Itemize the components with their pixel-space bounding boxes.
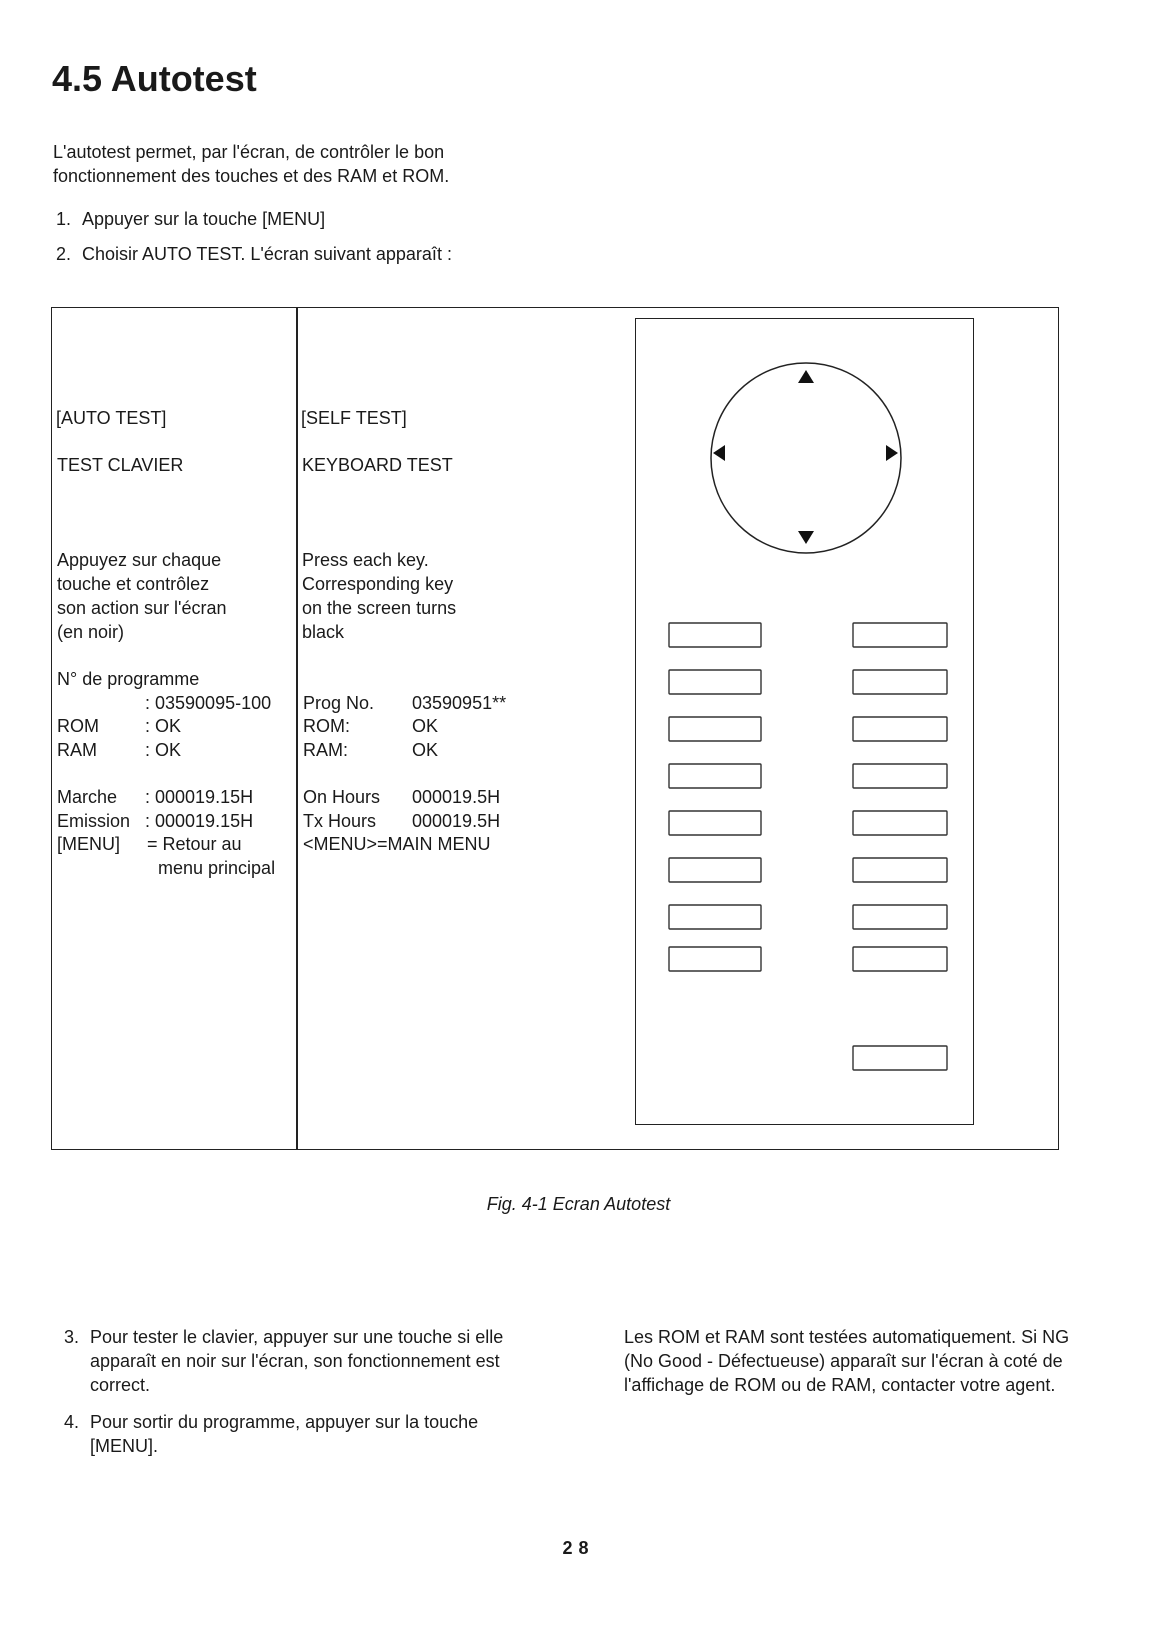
- fr-prog-value: : 03590095-100: [145, 693, 272, 713]
- en-rom-value: OK: [412, 716, 439, 736]
- figure-caption: Fig. 4-1 Ecran Autotest: [486, 1194, 671, 1214]
- step-4-number: 4.: [64, 1412, 80, 1432]
- en-instruction-line: Press each key.: [302, 550, 429, 570]
- fr-on-hours-value: : 000019.15H: [145, 787, 254, 807]
- keypad-key: [669, 717, 761, 741]
- keypad-key: [669, 811, 761, 835]
- fr-heading: [AUTO TEST]: [56, 408, 167, 428]
- direction-pad-circle: [711, 363, 901, 553]
- fr-tx-hours-value: : 000019.15H: [145, 811, 254, 831]
- fr-tx-hours-label: Emission: [57, 811, 131, 831]
- keypad-key: [669, 670, 761, 694]
- step-3: [64, 1325, 534, 1397]
- fr-on-hours-label: Marche: [57, 787, 118, 807]
- keypad-key: [853, 947, 947, 971]
- keypad-key: [853, 1046, 947, 1070]
- keypad-key: [853, 858, 947, 882]
- en-tx-hours-value: 000019.5H: [412, 811, 501, 831]
- rom-ram-note: Les ROM et RAM sont testées automatiquement. Si NG (No Good - Défectueuse) apparaît sur l'écran à coté de l'affichage de ROM ou de RAM, contacter votre agent.: [624, 1327, 1070, 1395]
- en-menu-line: <MENU>=MAIN MENU: [303, 834, 491, 854]
- keypad-key: [669, 905, 761, 929]
- fr-instruction-line: touche et contrôlez: [57, 574, 210, 594]
- fr-prog-label: N° de programme: [57, 669, 200, 689]
- keypad-key: [853, 764, 947, 788]
- keypad-key: [853, 905, 947, 929]
- step-3-text: Pour tester le clavier, appuyer sur une touche si elle apparaît en noir sur l'écran, son fonctionnement est correct.: [90, 1327, 504, 1395]
- keypad-key: [669, 764, 761, 788]
- step-3-number: 3.: [64, 1327, 80, 1347]
- keypad-key: [669, 623, 761, 647]
- en-on-hours-value: 000019.5H: [412, 787, 501, 807]
- en-heading: [SELF TEST]: [301, 408, 407, 428]
- keypad-key: [669, 947, 761, 971]
- en-test-name: KEYBOARD TEST: [302, 455, 453, 475]
- fr-menu-value: = Retour au: [147, 834, 242, 854]
- en-ram-value: OK: [412, 740, 439, 760]
- arrow-left-icon: [713, 445, 725, 461]
- en-instruction-line: Corresponding key: [302, 574, 454, 594]
- step-1-text: Appuyer sur la touche [MENU]: [82, 209, 326, 229]
- page-number: 28: [562, 1538, 595, 1558]
- fr-menu-value-line2: menu principal: [158, 858, 276, 878]
- fr-rom-label: ROM: [57, 716, 99, 736]
- keypad-key: [853, 670, 947, 694]
- en-rom-label: ROM:: [303, 716, 350, 736]
- en-ram-label: RAM:: [303, 740, 348, 760]
- fr-instruction-line: Appuyez sur chaque: [57, 550, 222, 570]
- fr-menu-label: [MENU]: [57, 834, 120, 854]
- step-2-text: Choisir AUTO TEST. L'écran suivant apparaît :: [82, 244, 452, 264]
- en-tx-hours-label: Tx Hours: [303, 811, 377, 831]
- keypad-key: [853, 811, 947, 835]
- en-instruction-line: black: [302, 622, 345, 642]
- step-2-number: 2.: [56, 244, 72, 264]
- arrow-down-icon: [798, 531, 814, 544]
- fr-rom-value: : OK: [145, 716, 182, 736]
- fr-ram-value: : OK: [145, 740, 182, 760]
- keypad-key: [669, 858, 761, 882]
- en-on-hours-label: On Hours: [303, 787, 381, 807]
- fr-test-name: TEST CLAVIER: [57, 455, 184, 475]
- step-1-number: 1.: [56, 209, 72, 229]
- arrow-right-icon: [886, 445, 898, 461]
- keypad-key: [853, 717, 947, 741]
- en-prog-value: 03590951**: [412, 693, 507, 713]
- fr-instruction-line: (en noir): [57, 622, 125, 642]
- intro-paragraph: L'autotest permet, par l'écran, de contrôler le bon fonctionnement des touches et des RAM et ROM.: [53, 142, 450, 186]
- arrow-up-icon: [798, 370, 814, 383]
- step-4: [64, 1410, 544, 1458]
- step-4-text: Pour sortir du programme, appuyer sur la touche [MENU].: [90, 1412, 479, 1456]
- en-instruction-line: on the screen turns: [302, 598, 457, 618]
- en-prog-label: Prog No.: [303, 693, 375, 713]
- section-title: 4.5 Autotest: [52, 58, 257, 99]
- fr-instruction-line: son action sur l'écran: [57, 598, 227, 618]
- fr-ram-label: RAM: [57, 740, 97, 760]
- keypad-key: [853, 623, 947, 647]
